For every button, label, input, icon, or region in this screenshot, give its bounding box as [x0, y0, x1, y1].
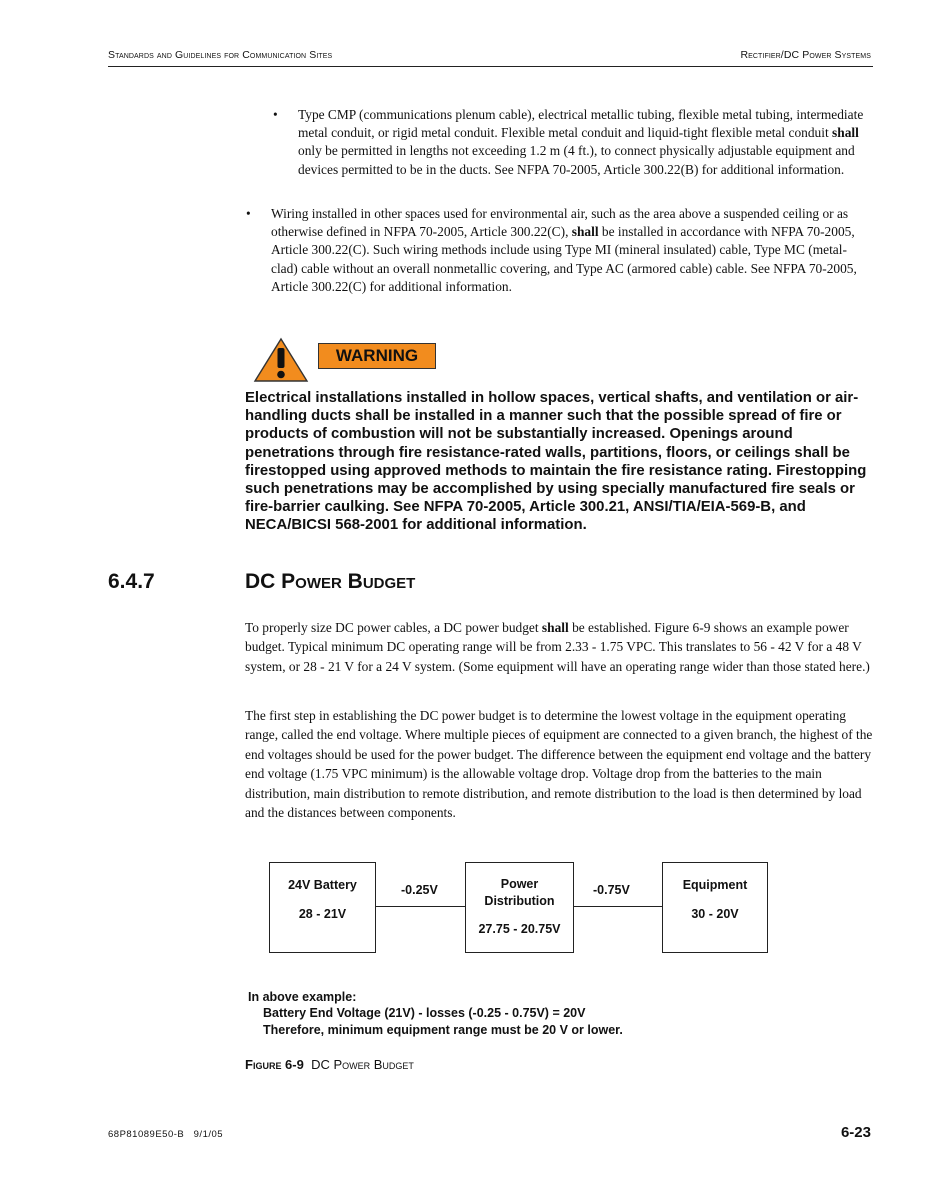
header-rule — [108, 66, 873, 67]
equipment-box — [662, 862, 768, 953]
voltage-drop-2: -0.75V — [593, 883, 630, 897]
warning-triangle-icon — [253, 337, 309, 383]
paragraph-end-voltage: The first step in establishing the DC power budget is to determine the lowest voltage in the equipment operating range, called the end voltage. Where multiple pieces of equipment are connected to a given branch, the highest of the end voltages should be used for the power budget. The difference between the equipment end voltage and the battery end voltage (1.75 VPC minimum) is the allowable voltage drop. Voltage drop from the batteries to the main distribution, main distribution to remote distribution, and remote distribution to the load is then determined by load and the distances between components. — [245, 708, 873, 821]
paragraph-emphasis: shall — [541, 620, 569, 635]
figure-number: Figure 6-9 — [245, 1057, 304, 1072]
warning-callout — [253, 337, 453, 383]
bullet-dot: • — [246, 206, 251, 221]
section-number: 6.4.7 — [108, 570, 155, 593]
distribution-title-line1: Power — [500, 877, 539, 891]
example-conclusion: Therefore, minimum equipment range must be 20 V or lower. — [263, 1023, 623, 1037]
example-heading: In above example: — [248, 990, 357, 1004]
paragraph-text: be established. Figure 6-9 shows an example power budget. Typical minimum DC operating range will be from 2.33 - 1.75 VPC. This translates to 56 - 42 V for a 48 V system, or 28 - 21 V for a 24 V system. (Some equipment will have an operating range wider than those stated here.) — [245, 620, 870, 674]
distribution-box — [465, 862, 574, 953]
battery-box — [269, 862, 376, 953]
running-header-left: Standards and Guidelines for Communication Sites — [108, 49, 333, 61]
equipment-title: Equipment — [682, 878, 748, 892]
battery-title: 24V Battery — [288, 878, 357, 892]
bullet-dot: • — [273, 107, 278, 122]
figure-caption — [245, 1057, 414, 1072]
distribution-range: 27.75 - 20.75V — [478, 922, 561, 936]
paragraph-text: To properly size DC power cables, a DC power budget — [245, 620, 542, 635]
battery-range: 28 - 21V — [298, 907, 347, 921]
paragraph-intro — [245, 618, 875, 676]
page-number: 6-23 — [840, 1124, 871, 1141]
bullet-text: only be permitted in lengths not exceeding 1.2 m (4 ft.), to connect physically adjustable equipment and devices permitted to be in the ducts. See NFPA 70-2005, Article 300.22(B) for additional information. — [298, 143, 855, 177]
connector-line — [376, 906, 465, 907]
bullet-item-environmental-air — [246, 205, 871, 296]
bullet-text: be installed in accordance with NFPA 70-2005, Article 300.22(C). Such wiring methods include using Type MI (mineral insulated) cable, Type MC (metal-clad) cable without an overall nonmetallic covering, and Type AC (armored cable) cable. See NFPA 70-2005, Article 300.22(C) for additional information. — [271, 224, 857, 294]
bullet-emphasis: shall — [571, 224, 599, 240]
example-calculation: Battery End Voltage (21V) - losses (-0.25 - 0.75V) = 20V — [263, 1006, 586, 1020]
voltage-drop-1: -0.25V — [401, 883, 438, 897]
running-header-right: Rectifier/DC Power Systems — [740, 49, 871, 61]
figure-title: DC Power Budget — [311, 1057, 414, 1072]
bullet-item-cmp — [273, 106, 870, 179]
distribution-title-line2: Distribution — [484, 894, 555, 908]
equipment-range: 30 - 20V — [691, 907, 739, 921]
warning-text: Electrical installations installed in hollow spaces, vertical shafts, and ventilation or air-handling ducts shall be installed in a manner such that the possible spread of fire or products of combustion will not be substantially increased. Openings around penetrations through fire resistance-rated walls, partitions, floors, or ceilings shall be firestopped using approved methods to maintain the fire resistance rating. Firestopping such penetrations may be accomplished by using specially manufactured fire seals or fire-barrier caulking. See NFPA 70-2005, Article 300.21, ANSI/TIA/EIA-569-B, and NECA/BICSI 568-2001 for additional information. — [245, 390, 867, 534]
bullet-emphasis: shall — [832, 125, 859, 141]
connector-line — [574, 906, 662, 907]
warning-label: WARNING — [318, 343, 436, 369]
footer-doc-id: 68P81089E50-B 9/1/05 — [108, 1129, 224, 1140]
bullet-text: Type CMP (communications plenum cable), electrical metallic tubing, flexible metal tubing, intermediate metal conduit, or rigid metal conduit. Flexible metal conduit and liquid-tight flexible metal conduit — [298, 107, 864, 141]
bullet-text: Wiring installed in other spaces used for environmental air, such as the area above a suspended ceiling or as otherwise defined in NFPA 70-2005, Article 300.22(C), — [271, 206, 849, 240]
section-title: DC Power Budget — [245, 570, 416, 593]
